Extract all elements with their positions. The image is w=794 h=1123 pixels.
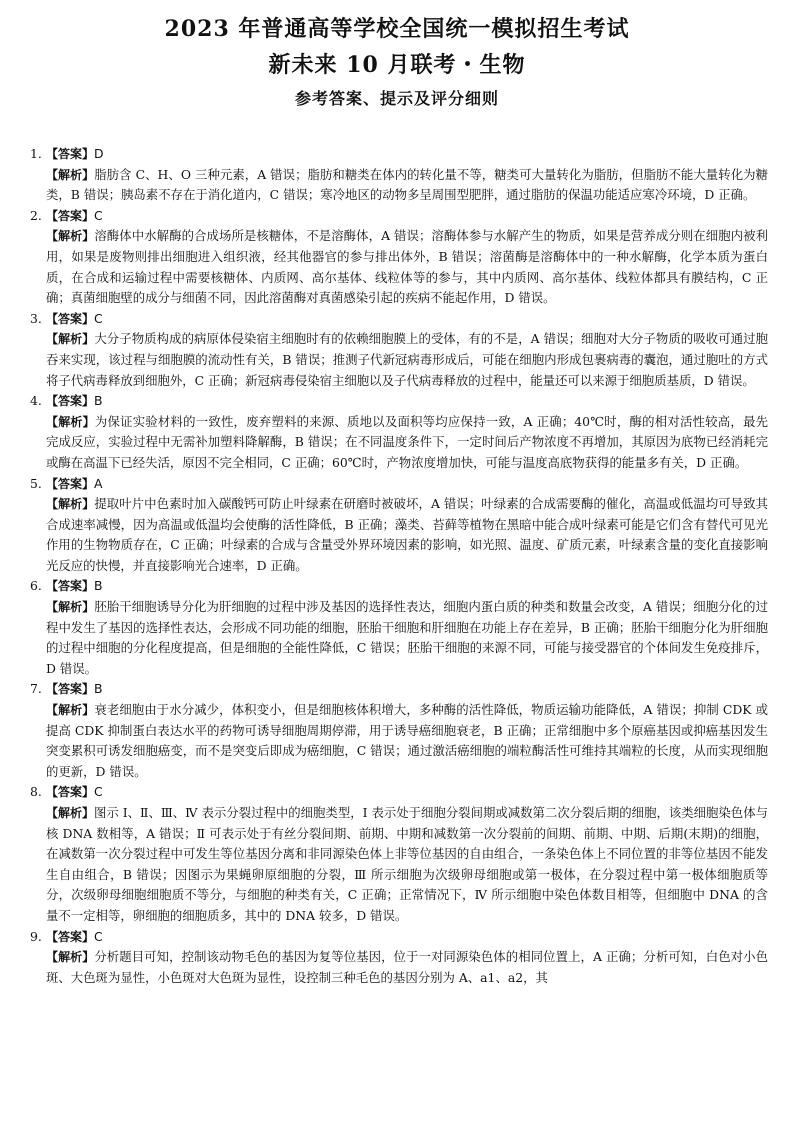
answer-label: 【答案】	[46, 394, 95, 409]
question-item	[30, 679, 768, 782]
question-item	[30, 144, 768, 206]
answer-value: C	[94, 310, 103, 326]
answer-value: C	[94, 784, 103, 800]
question-item	[30, 206, 768, 309]
question-number: 2.	[30, 207, 42, 223]
answer-value: C	[94, 207, 103, 223]
exam-title: 2023 年普通高等学校全国统一模拟招生考试	[164, 16, 630, 42]
question-item	[30, 782, 768, 926]
analysis-label: 【解析】	[46, 167, 95, 182]
question-item	[30, 927, 768, 989]
answer-value: B	[94, 393, 103, 409]
analysis-label: 【解析】	[46, 497, 95, 512]
analysis-label: 【解析】	[46, 414, 95, 429]
analysis-text: 脂肪含 C、H、O 三种元素，A 错误；脂肪和糖类在体内的转化量不等，糖类可大量转化为脂肪，但脂肪不能大量转化为糖类，B 错误；胰岛素不存在于消化道内，C 错误；寒冷地区的动物多呈周围型肥胖，通过脂肪的保温功能适应寒冷环境，D 正确。	[46, 166, 768, 203]
analysis-text: 溶酶体中水解酶的合成场所是核糖体，不是溶酶体，A 错误；溶酶体参与水解产生的物质，如果是营养成分则在细胞内被利用，如果是废物则排出细胞进入组织液，经其他器官的参与排出体外，B 错误；溶菌酶是溶酶体中的一种水解酶，化学本质为蛋白质，在合成和运输过程中需要核糖体、内质网、高尔基体、线粒体等的参与，其中内质网、高尔基体、线粒体都具有膜结构，C 正确；真菌细胞壁的成分与细菌不同，因此溶菌酶对真菌感染引起的疾病不能起作用，D 错误。	[46, 228, 768, 306]
analysis-label: 【解析】	[46, 229, 95, 244]
question-number: 3.	[30, 310, 42, 326]
answer-label: 【答案】	[46, 929, 95, 944]
analysis-label: 【解析】	[46, 703, 95, 718]
question-item	[30, 576, 768, 679]
analysis-text: 分析题目可知，控制该动物毛色的基因为复等位基因，位于一对同源染色体的相同位置上，A 正确；分析可知，白色对小色斑、大色斑为显性，小色斑对大色斑为显性，设控制三种毛色的基因分别为 A、a1、a2，其	[46, 949, 768, 985]
analysis-label: 【解析】	[46, 332, 95, 347]
answer-label: 【答案】	[46, 208, 95, 223]
exam-subtitle: 新未来 10 月联考・生物	[268, 52, 526, 78]
answer-value: A	[94, 475, 103, 491]
question-number: 9.	[30, 928, 42, 944]
question-number: 8.	[30, 784, 42, 800]
question-number: 1.	[30, 146, 42, 161]
answer-label: 【答案】	[46, 311, 95, 326]
answer-label: 【答案】	[46, 682, 95, 697]
analysis-text: 提取叶片中色素时加入碳酸钙可防止叶绿素在研磨时被破坏，A 错误；叶绿素的合成需要酶的催化，高温或低温均可导致其合成速率减慢，因为高温或低温均会使酶的活性降低，B 正确；藻类、苔藓等植物在黑暗中能合成叶绿素可能是它们含有替代可见光作用的生物物质存在，C 正确；叶绿素的合成与含量受外界环境因素的影响，如光照、温度、矿质元素，叶绿素含量的变化直接影响光反应的快慢，并直接影响光合速率，D 正确。	[46, 496, 768, 573]
question-number: 7.	[30, 681, 42, 697]
answer-value: D	[94, 146, 104, 161]
analysis-label: 【解析】	[46, 600, 95, 615]
answer-value: B	[94, 681, 103, 697]
analysis-text: 胚胎干细胞诱导分化为肝细胞的过程中涉及基因的选择性表达，细胞内蛋白质的种类和数量会改变，A 错误；细胞分化的过程中发生了基因的选择性表达，会形成不同功能的细胞，胚胎干细胞和肝细胞在功能上存在差异，B 正确；胚胎干细胞分化为肝细胞的过程中细胞的分化程度提高，但是细胞的全能性降低，C 错误；胚胎干细胞的来源不同，可能与接受器官的个体间发生免疫排斥，D 错误。	[46, 599, 768, 676]
question-item	[30, 474, 768, 577]
analysis-text: 衰老细胞由于水分减少，体积变小，但是细胞核体积增大，多种酶的活性降低，物质运输功能降低，A 错误；抑制 CDK 或提高 CDK 抑制蛋白表达水平的药物可诱导细胞周期停滞，用于诱导癌细胞衰老，B 正确；正常细胞中多个原癌基因或抑癌基因发生突变累积可诱发细胞癌变，而不是突变后即成为癌细胞，C 错误；通过激活癌细胞的端粒酶活性可维持其端粒的长度，从而实现细胞的更新，D 错误。	[46, 702, 768, 779]
answer-value: C	[94, 928, 103, 944]
analysis-label: 【解析】	[46, 950, 95, 965]
answer-key-heading: 参考答案、提示及评分细则	[294, 89, 499, 108]
answer-label: 【答案】	[46, 476, 95, 491]
answer-list	[30, 144, 768, 988]
question-item	[30, 391, 768, 473]
question-item	[30, 309, 768, 391]
answer-value: B	[94, 578, 103, 594]
answer-label: 【答案】	[46, 785, 95, 800]
question-number: 5.	[30, 475, 42, 491]
answer-label: 【答案】	[46, 147, 95, 161]
analysis-text: 图示 Ⅰ、Ⅱ、Ⅲ、Ⅳ 表示分裂过程中的细胞类型，Ⅰ 表示处于细胞分裂间期或减数第二次分裂后期的细胞，该类细胞染色体与核 DNA 数相等，A 错误；Ⅱ 可表示处于有丝分裂间期、前期、中期和减数第一次分裂前的间期、前期、中期、后期(末期)的细胞，在减数第一次分裂过程中可发生等位基因分离和非同源染色体上非等位基因的自由组合，一条染色体上不同位置的非等位基因不能发生自由组合，B 错误；因图示为果蝇卵原细胞的分裂，Ⅲ 所示细胞为次级卵母细胞或第一极体，在分裂过程中第一极体细胞质等分，次级卵母细胞细胞质不等分，与细胞的种类有关，C 正确；正常情况下，Ⅳ 所示细胞中染色体数目相等，但细胞中 DNA 的含量不一定相等，卵细胞的细胞质多，其中的 DNA 较多，D 错误。	[46, 805, 768, 923]
analysis-text: 大分子物质构成的病原体侵染宿主细胞时有的依赖细胞膜上的受体，有的不是，A 错误；细胞对大分子物质的吸收可通过胞吞来实现，该过程与细胞膜的流动性有关，B 错误；推测子代新冠病毒形成后，可能在细胞内形成包裹病毒的囊泡，通过胞吐的方式将子代病毒释放到细胞外，C 正确；新冠病毒侵染宿主细胞以及子代病毒释放的过程中，能量还可以来源于细胞质基质，D 错误。	[46, 331, 768, 388]
analysis-label: 【解析】	[46, 806, 95, 820]
analysis-text: 为保证实验材料的一致性，废弃塑料的来源、质地以及面积等均应保持一致，A 正确；40℃时，酶的相对活性较高，最先完成反应，实验过程中无需补加塑料降解酶，B 错误；在不同温度条件下，一定时间后产物浓度不再增加，其原因为底物已经消耗完或酶在高温下已经失活，原因不完全相同，C 正确；60℃时，产物浓度增加快，可能与温度高底物获得的能量多有关，D 正确。	[46, 413, 768, 470]
answer-label: 【答案】	[46, 579, 95, 594]
question-number: 4.	[30, 393, 42, 409]
question-number: 6.	[30, 578, 42, 594]
